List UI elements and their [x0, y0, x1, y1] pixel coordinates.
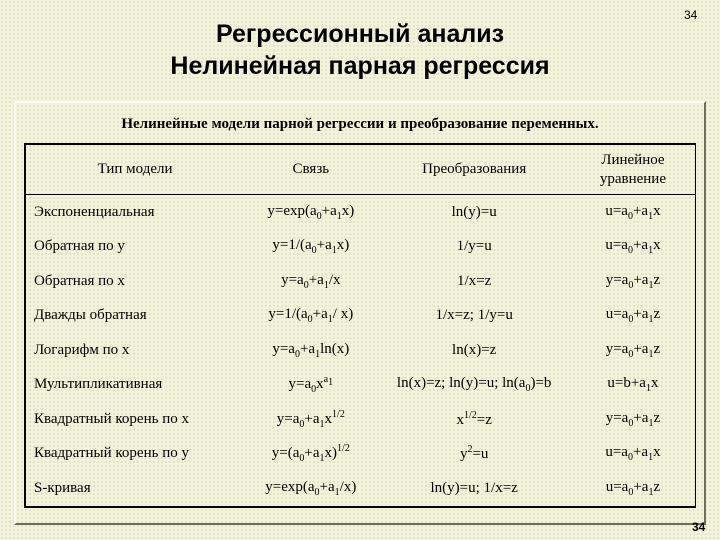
model-type-cell: Логарифм по x: [34, 341, 130, 358]
transformation-cell: ln(y)=u: [451, 203, 497, 220]
table-row: [25, 264, 696, 299]
table-row: [25, 195, 696, 230]
table-row: [25, 402, 696, 437]
relation-cell: $y=\exp(a_0+a_1/x)$: [265, 478, 357, 498]
transformation-cell: ln(x)=z: [452, 341, 497, 358]
header-model-type: Тип модели: [25, 144, 244, 195]
linear-equation-cell: $u=a_0+a_1x$: [605, 237, 661, 257]
header-relation: Связь: [244, 144, 377, 195]
transformation-cell: ln(x)=z; ln(y)=u; $\ln(a_0)=b$: [396, 375, 552, 395]
page-number-top: 34: [684, 8, 698, 22]
table-body: [25, 195, 696, 507]
table-row: [25, 299, 696, 334]
relation-cell: $y=(a_0+a_1x)^{1/2}$: [271, 443, 350, 465]
transformation-cell: 1/x=z: [457, 272, 492, 289]
relation-cell: $y=a_0+a_1\ln(x)$: [272, 340, 350, 360]
model-type-cell: Квадратный корень по y: [34, 445, 189, 462]
transformation-cell: $y^2=u$: [459, 444, 489, 463]
transformation-cell: 1/x=z; 1/y=u: [435, 307, 513, 324]
table-header-row: [25, 144, 696, 195]
linear-equation-cell: $y=a_0+a_1z$: [605, 340, 661, 360]
table-row: [25, 437, 696, 472]
title-line-2: Нелинейная парная регрессия: [170, 52, 550, 80]
linear-equation-cell: $u=a_0+a_1x$: [605, 202, 661, 222]
title-line-1: Регрессионный анализ: [215, 20, 505, 48]
transformation-cell: 1/y=u: [456, 238, 492, 255]
model-type-cell: Мультипликативная: [34, 376, 163, 393]
regression-models-table: [24, 143, 696, 508]
table-row: [25, 333, 696, 368]
linear-equation-cell: $y=a_0+a_1z$: [605, 409, 661, 429]
page-number-bottom: 34: [692, 520, 706, 534]
header-linear-equation: Линейное уравнение: [571, 144, 696, 195]
linear-equation-cell: $u=a_0+a_1z$: [605, 478, 661, 498]
transformation-cell: $x^{1/2}=z$: [456, 409, 492, 428]
transformation-cell: ln(y)=u; 1/x=z: [430, 479, 518, 496]
relation-cell: $y=\exp(a_0+a_1x)$: [267, 202, 355, 222]
header-transformation: Преобразования: [377, 144, 570, 195]
table-row: [25, 471, 696, 507]
table-row: [25, 368, 696, 403]
slide-title: [100, 18, 620, 82]
relation-cell: $y=a_0+a_1/x$: [281, 271, 341, 291]
panel-caption: Нелинейные модели парной регрессии и преобразование переменных.: [121, 116, 599, 132]
linear-equation-cell: $y=a_0+a_1z$: [605, 271, 661, 291]
relation-cell: $y=1/(a_0+a_1/$ x): [268, 306, 354, 326]
model-type-cell: Экспоненциальная: [34, 203, 155, 220]
model-type-cell: Квадратный корень по x: [34, 410, 189, 427]
relation-cell: $y=a_0x^{a_1}$: [288, 374, 334, 396]
relation-cell: $y=a_0+a_1x^{1/2}$: [276, 408, 345, 430]
linear-equation-cell: $u=b+a_1x$: [607, 375, 659, 395]
model-type-cell: Дважды обратная: [34, 307, 147, 324]
relation-cell: $y=1/(a_0+a_1x)$: [272, 237, 350, 257]
table-row: [25, 230, 696, 265]
linear-equation-cell: $u=a_0+a_1z$: [605, 306, 661, 326]
linear-equation-cell: $u=a_0+a_1x$: [605, 444, 661, 464]
model-type-cell: S-кривая: [34, 479, 91, 496]
model-type-cell: Обратная по y: [34, 238, 125, 255]
model-type-cell: Обратная по x: [34, 272, 125, 289]
